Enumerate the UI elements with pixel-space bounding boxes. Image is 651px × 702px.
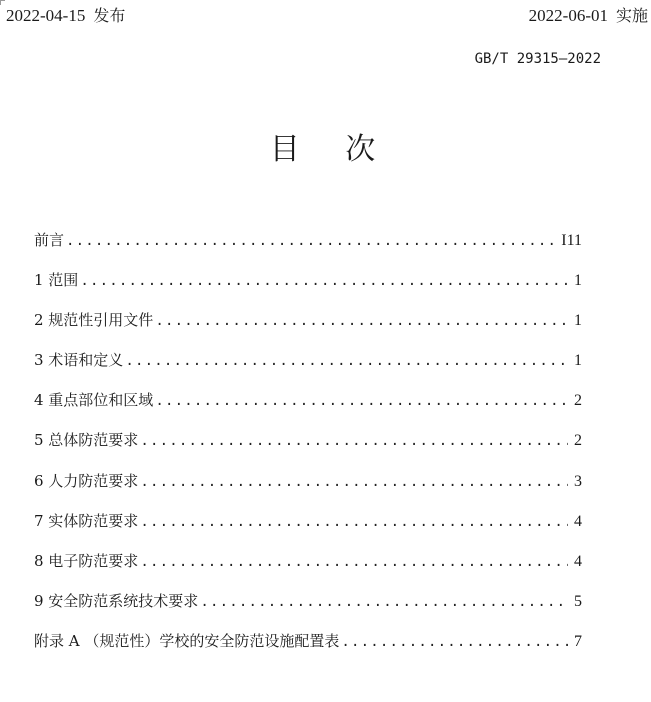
toc-entry-physical-requirements[interactable] <box>34 509 582 549</box>
toc-entry-annex-a[interactable] <box>34 629 582 669</box>
document-header <box>0 4 651 28</box>
toc-entry-page: 2 <box>574 392 582 410</box>
toc-entry-foreword[interactable] <box>34 228 582 268</box>
toc-entry-page: 1 <box>574 312 582 330</box>
toc-dot-leader <box>66 229 555 253</box>
publish-label: 发布 <box>93 6 126 25</box>
implement-info <box>529 4 648 28</box>
toc-dot-leader <box>140 510 568 534</box>
toc-entry-label: 附录 A （规范性）学校的安全防范设施配置表 <box>34 631 340 650</box>
toc-entry-page: 3 <box>574 472 582 490</box>
toc-entry-label: 7 实体防范要求 <box>34 511 139 530</box>
implement-date: 2022-06-01 <box>528 6 608 25</box>
toc-entry-scope[interactable] <box>34 268 582 308</box>
toc-entry-page: 1 <box>574 352 582 370</box>
toc-entry-system-technical-requirements[interactable] <box>34 589 582 629</box>
toc-dot-leader <box>200 590 568 614</box>
toc-entry-label: 8 电子防范要求 <box>34 551 139 570</box>
toc-entry-label: 前言 <box>34 231 65 249</box>
toc-entry-label: 4 重点部位和区域 <box>34 391 154 410</box>
toc-entry-label: 9 安全防范系统技术要求 <box>34 591 199 610</box>
toc-dot-leader <box>80 269 568 293</box>
toc-dot-leader <box>125 349 568 373</box>
standard-number: GB/T 29315—2022 <box>474 51 601 67</box>
toc-entry-label: 5 总体防范要求 <box>34 431 139 450</box>
toc-entry-key-areas[interactable] <box>34 388 582 428</box>
toc-entry-page: I11 <box>561 232 582 249</box>
toc-dot-leader <box>341 630 568 654</box>
publish-info <box>6 4 125 28</box>
toc-entry-page: 5 <box>574 592 582 610</box>
toc-dot-leader <box>155 309 568 333</box>
toc-dot-leader <box>140 550 568 574</box>
toc-entry-electronic-requirements[interactable] <box>34 549 582 589</box>
toc-entry-label: 2 规范性引用文件 <box>34 311 154 330</box>
toc-title: 目 次 <box>269 132 394 167</box>
toc-entry-page: 4 <box>574 512 582 530</box>
toc-entry-terms-definitions[interactable] <box>34 348 582 388</box>
implement-label: 实施 <box>615 6 648 25</box>
toc-entry-label: 1 范围 <box>34 271 79 290</box>
toc-list <box>34 228 582 669</box>
toc-entry-page: 4 <box>574 552 582 570</box>
toc-entry-personnel-requirements[interactable] <box>34 469 582 509</box>
toc-entry-label: 3 术语和定义 <box>34 351 124 370</box>
toc-entry-page: 1 <box>574 272 582 290</box>
toc-entry-page: 2 <box>574 432 582 450</box>
toc-dot-leader <box>155 389 568 413</box>
toc-entry-normative-references[interactable] <box>34 308 582 348</box>
toc-entry-label: 6 人力防范要求 <box>34 471 139 490</box>
publish-date: 2022-04-15 <box>6 6 86 25</box>
toc-dot-leader <box>140 470 568 494</box>
toc-dot-leader <box>140 429 568 453</box>
toc-entry-general-requirements[interactable] <box>34 428 582 468</box>
toc-entry-page: 7 <box>574 632 582 650</box>
